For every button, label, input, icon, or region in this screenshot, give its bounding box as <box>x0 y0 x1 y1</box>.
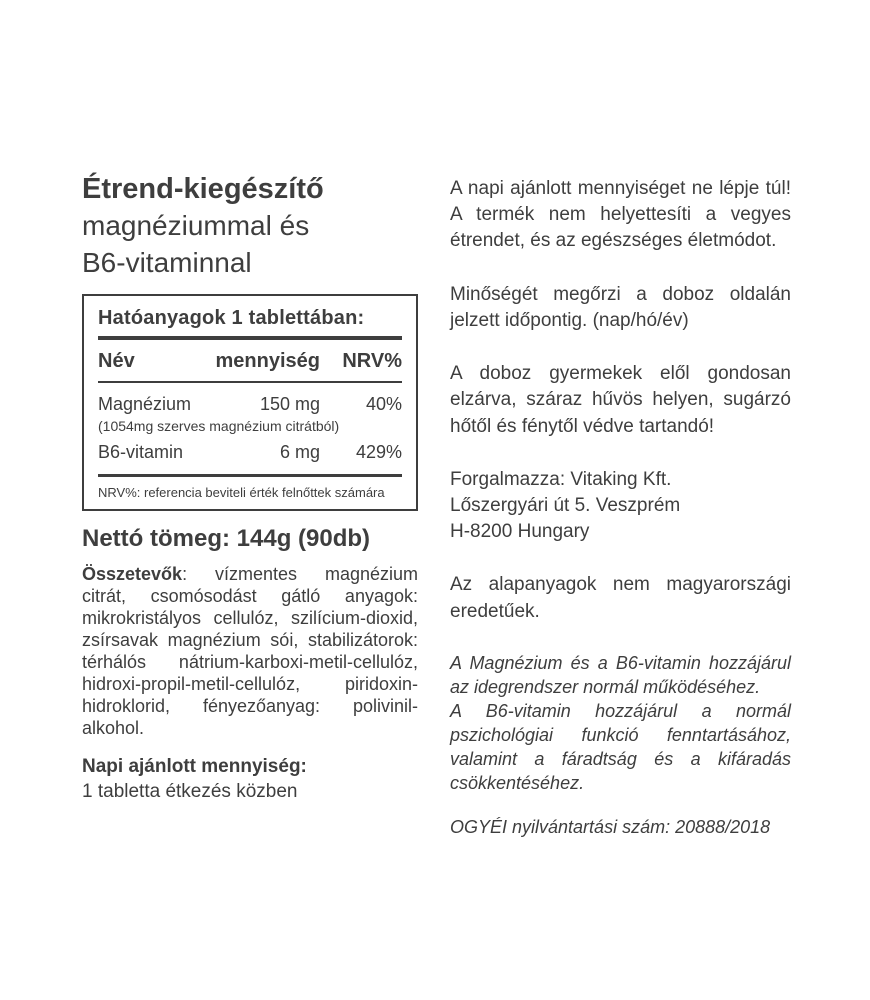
row-nrv: 40% <box>365 394 402 415</box>
row-name: B6-vitamin <box>98 442 184 463</box>
table-header: Hatóanyagok 1 tablettában: <box>98 307 365 330</box>
product-title-sub-2: B6-vitaminnal <box>82 247 252 279</box>
row-note: (1054mg szerves magnézium citrátból) <box>98 418 340 435</box>
health-claim-1: A Magnézium és a B6-vitamin hozzájárul az idegrendszer normál működéséhez. <box>450 652 791 697</box>
table-thick-rule <box>98 474 402 477</box>
shelf-life-paragraph: Minőségét megőrzi a doboz oldalán jelzett időpontig. (nap/hó/év) <box>450 283 791 331</box>
daily-dose-label: Napi ajánlott mennyiség: <box>82 755 307 777</box>
table-row <box>98 392 402 417</box>
distributor-name: Forgalmazza: Vitaking Kft. <box>450 468 672 490</box>
table-double-rule <box>98 336 402 340</box>
supplement-facts-table <box>82 294 418 511</box>
ingredients-text: : vízmentes magnézium citrát, csomósodást gátló anyagok: mikrokristályos cellulóz, szilícium-dioxid, zsírsavak magnézium sói, stabilizátorok: térhálós nátrium-karboxi-metil-cellulóz, hidroxi-propil-metil-cellulóz, piridoxin-hidroklorid, fényezőanyag: polivinil-alkohol. <box>82 564 418 738</box>
storage-paragraph: A doboz gyermekek elől gondosan elzárva, száraz hűvös helyen, sugárzó hőtől és fénytől védve tartandó! <box>450 363 791 437</box>
right-column <box>450 176 791 838</box>
column-header-nrv: NRV% <box>342 350 402 373</box>
product-title-main: Étrend-kiegészítő <box>82 173 324 205</box>
column-header-name: Név <box>98 350 135 373</box>
ingredients-paragraph <box>82 564 418 740</box>
product-title-sub-1: magnéziummal és <box>82 210 310 242</box>
origin-paragraph: Az alapanyagok nem magyarországi eredetűek. <box>450 574 791 622</box>
row-name: Magnézium <box>98 394 192 415</box>
product-title <box>82 170 418 282</box>
row-amount: 6 mg <box>279 442 320 463</box>
health-claim-2: A B6-vitamin hozzájárul a normál pszichológiai funkció fenntartásához, valamint a fáradtság és a kifáradás csökkentéséhez. <box>450 700 791 793</box>
table-row <box>98 440 402 465</box>
health-claims-block <box>450 652 791 796</box>
distributor-country: H-8200 Hungary <box>450 521 590 543</box>
row-amount: 150 mg <box>259 394 320 415</box>
table-column-headers <box>98 347 402 381</box>
daily-dose-section <box>82 756 418 803</box>
warning-paragraph: A napi ajánlott mennyiséget ne lépje túl! A termék nem helyettesíti a vegyes étrendet, és az egészséges életmódot. <box>450 178 791 252</box>
ingredients-label: Összetevők <box>82 564 183 585</box>
distributor-block <box>450 467 791 546</box>
distributor-address: Lőszergyári út 5. Veszprém <box>450 494 681 516</box>
left-column <box>82 170 418 803</box>
daily-dose-value: 1 tabletta étkezés közben <box>82 780 298 802</box>
registration-number: OGYÉI nyilvántartási szám: 20888/2018 <box>450 817 771 838</box>
column-header-amount: mennyiség <box>215 350 320 373</box>
row-nrv: 429% <box>355 442 402 463</box>
table-footnote: NRV%: referencia beviteli érték felnőttek számára <box>98 485 385 501</box>
net-weight-heading: Nettó tömeg: 144g (90db) <box>82 525 371 553</box>
table-rule <box>98 381 402 383</box>
